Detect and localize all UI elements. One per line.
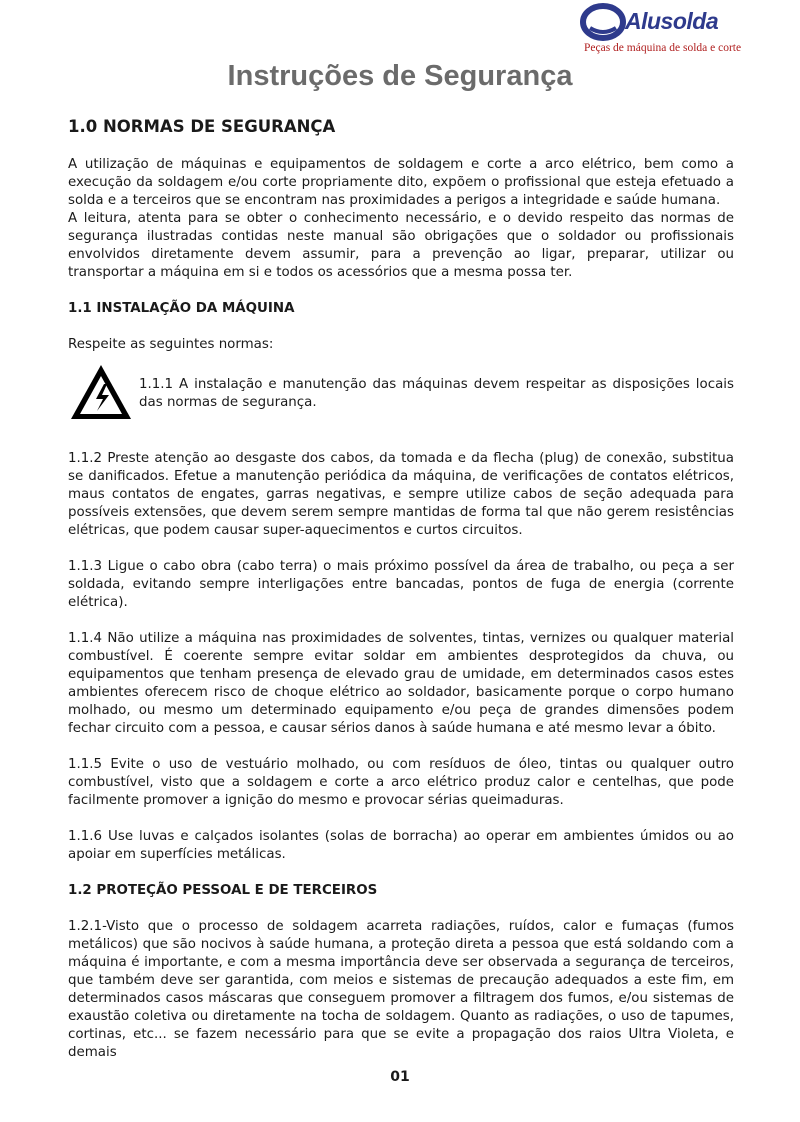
warning-item-1-1-1 (68, 376, 734, 422)
brand-logo (580, 2, 742, 62)
heading-1-2: 1.2 PROTEÇÃO PESSOAL E DE TERCEIROS (68, 883, 378, 898)
page-title: Instruções de Segurança (227, 60, 573, 92)
heading-1-1: 1.1 INSTALAÇÃO DA MÁQUINA (68, 301, 295, 316)
document-body (68, 116, 734, 1062)
electric-hazard-icon (68, 362, 134, 422)
paragraph-1-1-5: 1.1.5 Evite o uso de vestuário molhado, ou com resíduos de óleo, tintas ou qualquer outro combustível, visto que a soldagem e corte a arco elétrico produz calor e centelhas, que pode facilmente promover a ignição do mesmo e provocar sérias queimaduras. (68, 757, 734, 808)
paragraph-1-1-3: 1.1.3 Ligue o cabo obra (cabo terra) o mais próximo possível da área de trabalho, ou peça a ser soldada, evitando sempre interligações entre bancadas, pontos de fuga de energia (corrente elétrica). (68, 559, 734, 610)
paragraph-1-0-a: A utilização de máquinas e equipamentos de soldagem e corte a arco elétrico, bem como a execução da soldagem e/ou corte propriamente dito, expõem o profissional que esteja efetuado a solda e a terceiros que se encontram nas proximidades a perigos a integridade e saúde humana. (68, 157, 734, 208)
logo-brand-name: Alusolda (625, 8, 719, 34)
paragraph-1-1-2: 1.1.2 Preste atenção ao desgaste dos cabos, da tomada e da flecha (plug) de conexão, substitua se danificados. Efetue a manutenção periódica da máquina, de verificações de contatos elétricos, maus contatos de engates, garras negativas, e sempre utilize cabos de seção adequada para possíveis extensões, que devem serem sempre mantidas de forma tal que não gerem resistências elétricas, que podem causar super-aquecimentos e curtos circuitos. (68, 451, 734, 538)
paragraph-1-1-6: 1.1.6 Use luvas e calçados isolantes (solas de borracha) ao operar em ambientes úmidos ou ao apoiar em superfícies metálicas. (68, 829, 734, 862)
heading-1-0: 1.0 NORMAS DE SEGURANÇA (68, 117, 336, 136)
paragraph-1-0-b: A leitura, atenta para se obter o conhecimento necessário, e o devido respeito das normas de segurança ilustradas contidas neste manual são obrigações que o soldador ou profissionais envolvidos diretamente devem assumir, para a prevenção ao ligar, preparar, utilizar ou transportar a máquina em si e todos os acessórios que a mesma possa ter. (68, 211, 734, 280)
logo-emblem-icon (580, 2, 626, 42)
paragraph-1-2-1: 1.2.1-Visto que o processo de soldagem acarreta radiações, ruídos, calor e fumaças (fumos metálicos) que são nocivos à saúde humana, a proteção direta a pessoa que está soldando com a máquina é importante, e com a mesma importância deve ser observada a segurança de terceiros, que também deve ser garantida, com meios e sistemas de precaução adequados a este fim, em determinados casos máscaras que conseguem promover a filtragem dos fumos, e/ou sistemas de exaustão coletiva ou diretamente na tocha de soldagem. Quanto as radiações, o uso de tapumes, cortinas, etc... se fazem necessário para que se evite a propagação dos raios Ultra Violeta, e demais (68, 919, 734, 1060)
page-number: 01 (390, 1069, 410, 1085)
paragraph-1-1-1: 1.1.1 A instalação e manutenção das máquinas devem respeitar as disposições locais das normas de segurança. (139, 377, 734, 410)
logo-tagline: Peças de máquina de solda e corte (584, 42, 742, 54)
intro-1-1: Respeite as seguintes normas: (68, 337, 274, 352)
paragraph-1-1-4: 1.1.4 Não utilize a máquina nas proximidades de solventes, tintas, vernizes ou qualquer material combustível. É coerente sempre evitar soldar em ambientes desprotegidos da chuva, ou equipamentos que tenham presença de elevado grau de umidade, em determinados casos estes ambientes oferecem risco de choque elétrico ao soldador, basicamente porque o corpo humano molhado, ou mesmo um determinado equipamento e/ou peça de grandes dimensões podem fechar circuito com a pessoa, e causar sérios danos à saúde humana e até mesmo levar a óbito. (68, 631, 734, 736)
